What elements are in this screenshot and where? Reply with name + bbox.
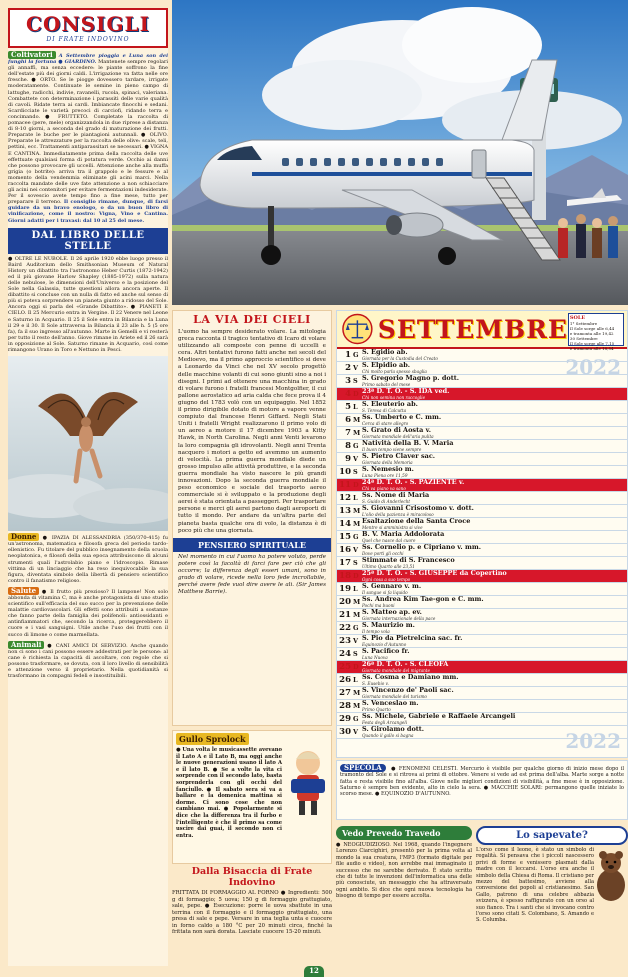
day-saint: S. Nemesio m. — [362, 466, 414, 473]
day-text — [362, 440, 627, 452]
day-number: 16 — [339, 545, 351, 555]
day-saint: Ss. Michele, Gabriele e Raffaele Arcangeli — [362, 713, 516, 720]
via-cieli-text: L'uomo ha sempre desiderato volare. La mitologia greca racconta il tragico tentativo di Icaro di volare utilizzando ali composte con penne di uccelli e cera. Altri tentativi furono fatti anche nei secoli del Medioevo, ma il primo approccio scientifico si deve a Leonardo da Vinci che nel XV secolo progettò delle macchine volanti di cui sono giunti sino a noi i disegni. I primi ad ottenere una macchina in grado di volare furono i fratelli francesi Montgolfier, il cui pallone aerostatico ad aria calda che fece prova il 4 giugno del 1783 volò con un equipaggio. Nel 1852 il primo dirigibile dotato di motore a vapore venne compiuto dal francese Henri Giffard. Negli Stati Uniti i fratelli Wright realizzarono il primo volo di un aereo a motore il 17 dicembre 1903 a Kitty Hawk, in North Carolina. Negli anni Venti levarono la loro compagnia gli idrovolanti. Negli anni Trenta nacquero i motori a getto ed avemmo un aumento di velocità. La prima guerra mondiale diede un grosso impulso alle attività produttive, e la seconda guerra mondiale ha visto nascere le più grandi innovazioni. Dopo la seconda guerra mondiale il peso economico e sociale del trasporto aereo commerciale si è sviluppato e la produzione degli aerei è stata orientata a passeggeri. Per trasportare persone e merci gli aerei partono dagli aeroporti di tutto il mondo. Per andare da un'altra parte del pianeta basta qualche ora di volo, la distanza è di poco più che una giornata. — [178, 329, 326, 534]
coltivatori-section — [8, 51, 168, 224]
day-saint: S. Egidio ab. — [362, 349, 408, 356]
day-weekday: D — [353, 572, 359, 580]
day-note: S. Teresa di Calcutta — [362, 408, 407, 413]
calendar-day-row — [337, 583, 627, 596]
day-text — [362, 583, 627, 595]
day-text — [362, 388, 627, 400]
day-text — [362, 453, 627, 465]
day-saint: S. Gennaro v. m. — [362, 583, 422, 590]
bear-icon — [594, 847, 628, 907]
musician-cartoon — [285, 747, 331, 817]
libra-icon — [341, 312, 374, 346]
day-note: Ultimo Quarto alle 23,51 — [362, 564, 415, 569]
via-cieli-title: LA VIA DEI CIELI — [193, 313, 311, 326]
day-note: Equinozio d'Autunno — [362, 642, 407, 647]
libro-stelle-header: DAL LIBRO DELLE STELLE — [8, 228, 168, 254]
day-note: L'olio della pazienza è miracoloso — [362, 512, 434, 517]
gullo-tag: Gullo Sprolock — [176, 733, 249, 745]
consigli-header — [8, 8, 168, 48]
calendar-day-row — [337, 401, 627, 414]
day-note: Pochi ma buoni — [362, 603, 395, 608]
day-saint: S. Pietro Claver sac. — [362, 453, 436, 460]
sole-line-5: Il Sole sorge alle 7,15 — [569, 340, 615, 346]
day-number: 26 — [339, 675, 351, 685]
day-number: 10 — [339, 467, 351, 477]
day-saint: S. Vincenzo de' Paoli sac. — [362, 687, 454, 694]
day-weekday: M — [353, 507, 361, 515]
day-number: 5 — [345, 402, 351, 412]
day-weekday: D — [353, 481, 359, 489]
sole-line-3: e tramonta alle 19,42 — [569, 330, 614, 336]
day-text — [362, 492, 627, 504]
day-number: 22 — [339, 623, 351, 633]
day-saint: 26ª D. T. O. - S. CLEOFA — [362, 661, 449, 668]
day-text — [362, 674, 627, 686]
day-note: Giornata internazionale della pace — [362, 616, 436, 621]
day-saint: Natività della B. V. Maria — [362, 440, 454, 447]
day-saint: S. Venceslao m. — [362, 700, 419, 707]
calendar-day-row — [337, 596, 627, 609]
day-weekday: V — [353, 455, 359, 463]
day-saint: Ss. Cosma e Damiano mm. — [362, 674, 459, 681]
airplane-illustration — [172, 0, 628, 305]
day-text — [362, 622, 627, 634]
calendar-day-row — [337, 648, 627, 661]
day-number: 13 — [339, 506, 351, 516]
day-note: S. Eusebio v. — [362, 681, 389, 686]
day-number: 3 — [345, 376, 351, 386]
calendar-day-row — [337, 661, 627, 674]
coltivatori-tag: Coltivatori — [8, 51, 56, 59]
day-text — [362, 531, 627, 543]
calendar-day-row — [337, 687, 627, 700]
day-saint: S. Pio da Pietrelcina sac. fr. — [362, 635, 463, 642]
day-note: Giornata per la Custodia del Creato — [362, 356, 438, 361]
day-saint: 25ª D. T. O. - S. GIUSEPPE da Copertino — [362, 570, 507, 577]
sapevate-text: L'orso come il leone, è stato un simbolo di regalità. Si pensava che i piccoli nascessero privi di forme e venissero plasmati dalla madre con il leccarsi. L'orso era anche il simbolo della Chiesa di Roma. Il cristiano per mezzo del battesimo, avviene alla conversione dei popoli al cristianesimo. San Gallo, patrono di una celebre abbazia svizzera, è spesso raffigurato con un orso al suo fianco. Tra i santi che si invocano contro l'orso sono citati S. Colombano, S. Amando e S. Columba. — [476, 847, 594, 924]
animali-section — [8, 641, 168, 680]
day-weekday: M — [353, 689, 361, 697]
day-weekday: G — [353, 533, 359, 541]
calendar-day-row — [337, 635, 627, 648]
calendar-day-row — [337, 557, 627, 570]
day-weekday: G — [353, 351, 359, 359]
day-saint: S. Grato di Aosta v. — [362, 427, 431, 434]
year-watermark-top: 2022 — [565, 355, 621, 379]
salute-tag: Salute — [8, 587, 39, 595]
calendar-month-title: SETTEMBRE — [377, 314, 568, 344]
day-number: 21 — [339, 610, 351, 620]
day-weekday: G — [353, 442, 359, 450]
day-note: Primo Quarto — [362, 707, 391, 712]
day-text — [362, 544, 627, 556]
day-weekday: G — [353, 624, 359, 632]
day-note: Quando il gallo si bagna — [362, 733, 414, 738]
day-saint: Ss. Cornelio p. e Cipriano v. mm. — [362, 544, 481, 551]
day-number: 20 — [339, 597, 351, 607]
day-number: 30 — [339, 727, 351, 737]
day-text — [362, 635, 627, 647]
day-text — [362, 401, 627, 413]
day-number: 24 — [339, 649, 351, 659]
day-text — [362, 570, 627, 582]
day-note: Primo sabato del mese — [362, 382, 411, 387]
day-note: Luna Piena ore 11,59 — [362, 473, 408, 478]
specola-text: ● FENOMENI CELESTI. Mercurio è visibile per qualche giorno di inizio mese dopo il tramonto del Sole e si ritrova ai primi di ottobre. Venere si vede ad est prima dell'alba. Marte sorge a notte fatta e resta visibile fino all'alba. Giove nelle migliori condizioni di visibilità, a fine mese è in opposizione. Saturno è sempre ben evidente, alto in cielo la sera. ● MACCHIE SOLARI: permangono quelle iniziate lo scorso mese. ● EQUINOZIO D'AUTUNNO. — [340, 766, 624, 798]
consigli-title: CONSIGLI — [26, 12, 150, 36]
calendar-day-row — [337, 505, 627, 518]
salute-section — [8, 587, 168, 638]
calendar-day-row — [337, 700, 627, 713]
day-text — [362, 557, 627, 569]
sole-line-4: 30 Settembre — [569, 335, 598, 341]
day-number: 2 — [345, 363, 351, 373]
day-saint: S. Girolamo dott. — [362, 726, 425, 733]
day-saint: Ss. Andrea Kim Tae-gon e C. mm. — [362, 596, 484, 603]
day-weekday: V — [353, 364, 359, 372]
calendar-day-row — [337, 622, 627, 635]
left-column — [8, 8, 168, 966]
vedo-text: ● NEOGIUDIZIOSO. Nel 1968, quando l'ingegnere Lorenzo Ciarcighiri, presentò per la prima volta al mondo la sua creatura, l'MP3 (formato digitale per file audio e video), non avrebbe mai immaginato il successo che ne sarebbe derivato. È stato scritto che di tutte le invenzioni dell'informatica una delle più conosciute, un messaggio che ha attraversato ogni ambito. Si dice che ogni nuova tecnologia ha bisogno di tempo per essere accolta. — [336, 842, 472, 900]
day-weekday: M — [353, 702, 361, 710]
calendar-september — [336, 310, 628, 758]
day-number: 28 — [339, 701, 351, 711]
sole-box — [568, 313, 624, 351]
day-note: Giornata mondiale dell'aria pulita — [362, 434, 434, 439]
sapevate-section — [476, 826, 628, 966]
calendar-day-row — [337, 531, 627, 544]
calendar-day-row — [337, 479, 627, 492]
day-number: 25 — [339, 662, 351, 672]
day-number: 29 — [339, 714, 351, 724]
day-saint: Stimmate di S. Francesco — [362, 557, 455, 564]
day-weekday: M — [353, 598, 361, 606]
day-weekday: M — [353, 416, 361, 424]
sapevate-header — [476, 826, 628, 845]
day-saint: S. Gregorio Magno p. dott. — [362, 375, 459, 382]
consigli-subtitle: DI FRATE INDOVINO — [46, 36, 130, 43]
day-weekday: M — [353, 611, 361, 619]
day-weekday: S — [353, 559, 358, 567]
day-number: 4 — [345, 389, 351, 399]
calendar-day-row — [337, 713, 627, 726]
day-text — [362, 479, 627, 491]
day-weekday: M — [353, 520, 361, 528]
day-weekday: D — [353, 663, 359, 671]
day-text — [362, 505, 627, 517]
year-watermark-bottom: 2022 — [565, 729, 621, 753]
day-number: 11 — [339, 480, 351, 490]
bisaccia-section — [172, 866, 332, 965]
day-text — [362, 687, 627, 699]
gullo-text: ● Una volta le musicassette avevano il Lato A e il Lato B, ma oggi anche le nuove generazioni usano il lato A e il lato B. ● Se a volte la vita ci sorprende con il secondo lato, basta sorprenderla con gli occhi del fanciullo. ● Il sabato sera si va a ballare e la domenica mattina si dorme. Ci sono cose che non cambiano mai. ● Popolarmente si dice che la differenza tra il furbo e l'intelligente è che il primo sa come uscire dai guai, il secondo non ci entra. — [176, 747, 282, 839]
day-note: S. Guido di Anderlecht — [362, 499, 411, 504]
calendar-header — [337, 311, 627, 349]
day-text — [362, 648, 627, 660]
calendar-day-row — [337, 518, 627, 531]
day-text — [362, 466, 627, 478]
calendar-day-row — [337, 674, 627, 687]
day-weekday: D — [353, 390, 359, 398]
day-number: 6 — [345, 415, 351, 425]
day-number: 1 — [345, 350, 351, 360]
day-note: Chi non semina non raccoglie — [362, 395, 426, 400]
day-text — [362, 700, 627, 712]
sole-line-2: Il Sole sorge alle 6,44 — [569, 325, 615, 331]
day-saint: Ss. Nome di Maria — [362, 492, 430, 499]
calendar-day-row — [337, 466, 627, 479]
day-weekday: L — [353, 676, 358, 684]
day-note: Il tempo vola — [362, 629, 390, 634]
salute-text: ● Il frutto più prezioso? Il lampone! Non solo abbonda di vitamina C, ma è anche protagonista di uno studio scientifico sull'efficacia del suo succo per la prevenzione delle malattie cardiovascolari. Gli effetti sono attribuiti a sostanze che fanno parte della famiglia dei polifenoli: antiossidanti e antinfiammatori che, secondo la ricerca, proteggerebbero il cuore e i vasi sanguigni. Utile anche l'uso dei frutti con il succo di limone o come marmellata. — [8, 588, 168, 638]
page-number: 12 — [304, 966, 324, 977]
libro-stelle-text: ● OLTRE LE NUBOLE. Il 26 aprile 1920 ebbe luogo presso il Baird Auditorium dello Smithsonian Museum of Natural History un dibattito tra l'astronomo Heber Curtis (1872-1942) ed il più giovane Harlow Shapley (1885-1972) sulla natura delle nebulose, le dimensioni dell'Universo e la posizione del Sole nella Galassia, tutte questioni allora ancora aperte. Il dibattito si concluse con un nulla di fatto ed anche sul senso di più si poteva sorprendere un pianeta giunto a ridosso del Sole. Ancora oggi si parla del «Grande Dibattito». ● PIANETI E CIELO. Il 25 Mercurio entra in Vergine. Il 22 Venere nel Leone e Saturno in Acquario. Il 25 il Sole entra in Bilancia e la Luna il 29 e il 30. Il Sole attraversa la Bilancia il 23 alle h. 5 (5 ore fa), fa il suo ingresso all'autunno. Marte in Gemelli e vi resterà per tutto il resto dell'anno. Giove rimane in Ariete ed il 26 sarà in opposizione al Sole. Saturno rimane in Acquario, così come rimangono Urano in Toro e Nettuno in Pesci. — [8, 255, 168, 354]
center-column — [172, 310, 332, 726]
calendar-day-row — [337, 388, 627, 401]
day-note: Chi molto parla spesso sbaglia — [362, 369, 427, 374]
donne-tag: Donne — [8, 533, 39, 541]
day-note: Giornata mondiale del turismo — [362, 694, 427, 699]
day-saint: B. V. Maria Addolorata — [362, 531, 445, 538]
day-weekday: S — [353, 650, 358, 658]
day-number: 23 — [339, 636, 351, 646]
day-weekday: L — [353, 403, 358, 411]
day-number: 18 — [339, 571, 351, 581]
calendar-days — [337, 349, 627, 739]
pensiero-text: Nel momento in cui l'uomo ha potere voluto, perde potere così la facoltà di farci fare per ciò che gli occorre; la differenza degli esseri umani, sono in grado di volare, ricede nella loro fede incrollabile, perché avere fede vuol dire avere le ali. (Sir James Matthew Barrie). — [178, 553, 326, 596]
day-saint: S. Elpidio ab. — [362, 362, 411, 369]
day-saint: Ss. Umberto e C. mm. — [362, 414, 442, 421]
day-weekday: S — [353, 377, 358, 385]
day-saint: Esaltazione della Santa Croce — [362, 518, 471, 525]
day-number: 8 — [345, 441, 351, 451]
day-weekday: G — [353, 715, 359, 723]
day-text — [362, 414, 627, 426]
calendar-day-row — [337, 414, 627, 427]
pensiero-title: PENSIERO SPIRITUALE — [173, 538, 331, 552]
calendar-day-row — [337, 609, 627, 622]
day-number: 14 — [339, 519, 351, 529]
day-note: Mentre si amministra si vive — [362, 525, 423, 530]
day-note: Giornata mondiale del migrante — [362, 668, 430, 673]
day-number: 12 — [339, 493, 351, 503]
calendar-day-row — [337, 570, 627, 583]
day-weekday: M — [353, 429, 361, 437]
ipazia-text: ● IPAZIA DI ALESSANDRIA (350/370-415) fu un'astronoma, matematica e filosofa greca del periodo tardo-ellenistico. Fu titolare del pubblico insegnamento della scuola neoplatonica, e filosofi della sua epoca attribuiscono di alcuni strumenti quali l'astrolabio piano e l'idroscopio. Rimase vittima di un linciaggio che ha reso inequivocabile la sua figura, diventata simbolo della libertà di pensiero scientifico contro il fanatismo religioso. — [8, 535, 168, 584]
day-weekday: L — [353, 494, 358, 502]
day-note: Luna Nuova — [362, 655, 388, 660]
day-saint: S. Pacifico fr. — [362, 648, 410, 655]
icarus-illustration — [8, 356, 168, 531]
sole-line-6: e tramonta alle 18,54 — [569, 345, 614, 351]
day-text — [362, 661, 627, 673]
coltivatori-lead: A Settembre pioggia e Luna son dei funghi la fortuna ● GIARDINO. — [8, 53, 168, 66]
day-note: Quel che nasce dal cuore — [362, 538, 416, 543]
day-saint: 23ª D. T. O. - S. IDA ved. — [362, 388, 450, 395]
vedo-title: Vedo Prevedo Travedo — [342, 828, 441, 838]
vedo-header — [336, 826, 472, 840]
calendar-day-row — [337, 440, 627, 453]
day-saint: 24ª D. T. O. - S. PAZIENTE v. — [362, 479, 465, 486]
day-note: Il buon tempo viene sempre — [362, 447, 422, 452]
day-weekday: S — [353, 468, 358, 476]
day-number: 9 — [345, 454, 351, 464]
ipazia-section — [8, 533, 168, 584]
calendar-day-row — [337, 427, 627, 440]
day-note: Festa degli Arcangeli — [362, 720, 408, 725]
day-weekday: V — [353, 728, 359, 736]
day-weekday: V — [353, 546, 359, 554]
bisaccia-title: Dalla Bisaccia di Frate Indovino — [191, 866, 313, 888]
specola-tag: SPECOLA — [340, 764, 386, 772]
sapevate-title: Lo sapevate? — [516, 830, 588, 841]
day-saint: S. Matteo ap. ev. — [362, 609, 422, 616]
day-text — [362, 609, 627, 621]
day-number: 7 — [345, 428, 351, 438]
day-note: Il sangue si fa liquido — [362, 590, 408, 595]
calendar-day-row — [337, 544, 627, 557]
specola-section — [336, 760, 628, 820]
coltivatori-close: Il consiglio rimane, dunque, di farsi guidare da un bravo enologo, o da un buon libro di vinificazione, come il nostro: Vigna, Vino e Cantina. Giorni adatti per i travasi: dal 10 al 25 del mese. — [8, 199, 168, 224]
day-note: Ogni cosa a suo tempo — [362, 577, 411, 582]
day-number: 27 — [339, 688, 351, 698]
day-weekday: L — [353, 585, 358, 593]
day-note: Cerca di stare allegro — [362, 421, 409, 426]
animali-tag: Animali — [8, 641, 44, 649]
day-number: 19 — [339, 584, 351, 594]
vedo-section — [336, 826, 472, 966]
bisaccia-text: FRITTATA DI FORMAGGIO AL FORNO ● Ingredienti: 500 g di formaggio; 5 uova; 150 g di formaggio grattugiato, sale, pepe. ● Esecuzione: porre le uova sbattute in una terrina con il formaggio e il formaggio grattugiato, una presa di sale e pepe. Versare in una teglia unta e cuocere in forno caldo a 180 °C per 20 minuti circa, finché la frittata non sarà dorata. Lasciate cuocere 15-20 minuti. — [172, 890, 332, 935]
day-text — [362, 427, 627, 439]
day-text — [362, 518, 627, 530]
day-note: Giornata della Memoria — [362, 460, 413, 465]
day-saint: S. Maurizio m. — [362, 622, 415, 629]
day-note: Dove porti gli occhi — [362, 551, 404, 556]
calendar-day-row — [337, 492, 627, 505]
sole-label: SOLE — [569, 314, 586, 321]
coltivatori-text: Mantenete sempre regolari gli annaffi, ma senza eccedere: le piante soffrono la fine dell'estate più dei giorni caldi. L'irrigazione va fatta nelle ore fresche. ● ORTO. Se le piogge dovessero tardare, irrigate moderatamente. Continuate le semine in pieno campo di lattughe, radicchi, indivie, ravanelli, rucola, spinaci, valeriana. Combattete con determinazione i parassiti delle varie qualità di cavoli. Ridate terra ai cardi. Imbiancate finocchi e sedani. Scardicciate le varietà precoci di carciofi, ridando terra e concimando. ● FRUTTETO. Completate la raccolta di pomacee (pere, mele) organizzandola in due riprese a distanza di 8-10 giorni, a seconda del grado di maturazione dei frutti. Preparate le buche per le piantagioni autunnali. ● OLIVO. Preparate le attrezzature per la raccolta delle olive: scale, teli, pettini, ecc. Trattamenti antiparassitari se necessari. ● VIGNA E CANTINA. Immediatamente prima della raccolta delle uve effettuate qualsiasi forma di potatura verde. Occhio ai danni che possono provocare gli uccelli. Attenzione anche alla muffa grigia (o botrite): arriva tra il grappolo e le fessure e al momento della vendemmia eliminate gli acini marci. Nella raccolta mandate delle uve fate attenzione a non schiacciare gli acini nei contenitori per evitare fermentazioni indesiderate. Per il sovescio avete tempo fino a fine mese, tutto per preparare il terreno. — [8, 59, 168, 206]
day-number: 17 — [339, 558, 351, 568]
day-number: 15 — [339, 532, 351, 542]
gullo-section — [172, 730, 332, 864]
day-saint: S. Giovanni Crisostomo v. dott. — [362, 505, 474, 512]
day-text — [362, 596, 627, 608]
sole-line-1: 1° Settembre — [569, 320, 598, 326]
day-note: Chi va piano va sano — [362, 486, 406, 491]
animali-text: ● CANI AMICI DI SERVIZIO. Anche quando non ci sono i cani possono essere addestrati per le persone: al cane è richiesta la capacità di ascoltare, con regole che si possono trasformare, se dovuta, con il loro livello di sensibilità e attenzione verso il proprietario. Nella quotidianità si trasformano in compagni fedeli e insostituibili. — [8, 642, 168, 680]
day-weekday: V — [353, 637, 359, 645]
calendar-day-row — [337, 453, 627, 466]
day-text — [362, 713, 627, 725]
day-saint: S. Eleuterio ab. — [362, 401, 418, 408]
